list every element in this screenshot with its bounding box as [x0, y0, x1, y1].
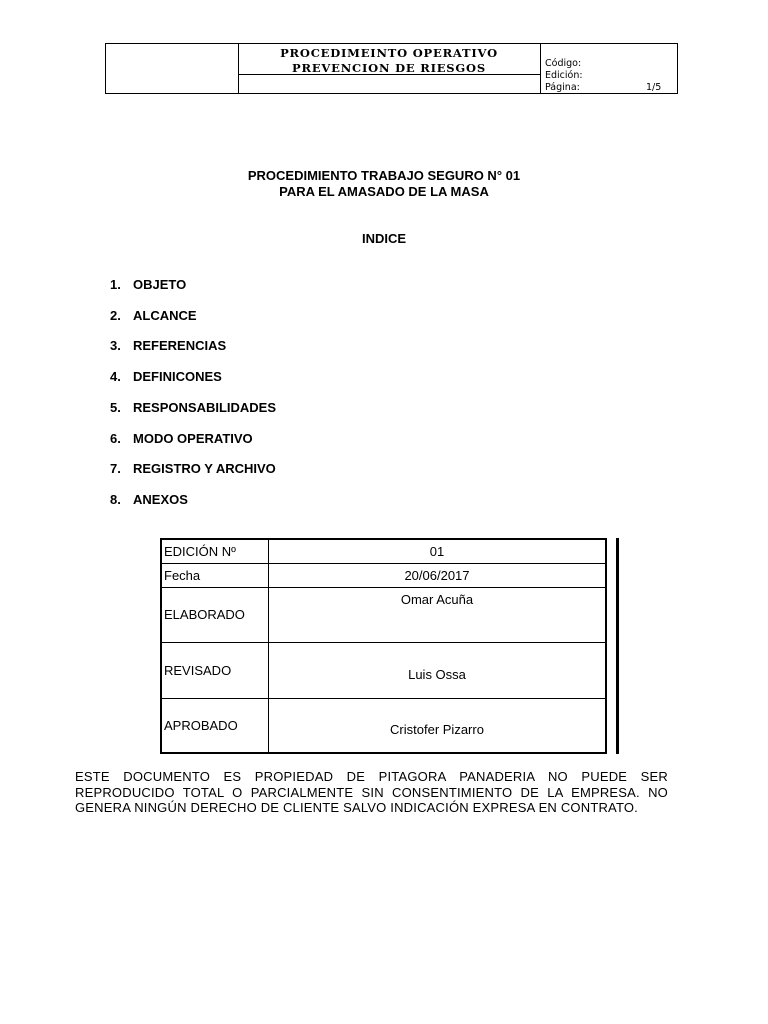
- index-item-label: ANEXOS: [133, 492, 188, 507]
- index-item-number: 4.: [110, 369, 121, 384]
- header-title-cell: [238, 44, 541, 75]
- row-label-fecha: Fecha: [164, 568, 201, 583]
- index-item-number: 1.: [110, 277, 121, 292]
- index-item-label: REGISTRO Y ARCHIVO: [133, 461, 276, 476]
- index-heading: INDICE: [361, 231, 407, 246]
- row-label-elaborado: ELABORADO: [164, 607, 245, 622]
- index-item-number: 3.: [110, 338, 121, 353]
- index-item-label: ALCANCE: [133, 308, 197, 323]
- index-item: [110, 277, 186, 292]
- index-item-label: MODO OPERATIVO: [133, 431, 253, 446]
- index-item: [110, 461, 276, 476]
- document-title-line1: PROCEDIMIENTO TRABAJO SEGURO N° 01: [247, 168, 521, 183]
- table-row-divider: [162, 563, 605, 564]
- codigo-label: Código:: [545, 58, 582, 69]
- row-label-revisado: REVISADO: [164, 663, 232, 678]
- edicion-label: Edición:: [545, 70, 583, 81]
- table-row-divider: [162, 587, 605, 588]
- index-item-number: 5.: [110, 400, 121, 415]
- pagina-label: Página:: [545, 82, 580, 93]
- row-label-edicion: EDICIÓN Nº: [164, 544, 236, 559]
- row-value-revisado: Luis Ossa: [408, 667, 466, 682]
- table-row-divider: [162, 642, 605, 643]
- index-item-number: 2.: [110, 308, 121, 323]
- index-item: [110, 431, 253, 446]
- document-header: [105, 43, 678, 94]
- index-item: [110, 369, 222, 384]
- header-title-line2: PREVENCION DE RIESGOS: [292, 61, 486, 75]
- index-item-number: 7.: [110, 461, 121, 476]
- row-value-aprobado: Cristofer Pizarro: [390, 722, 484, 737]
- table-row-divider: [162, 698, 605, 699]
- index-item-label: REFERENCIAS: [133, 338, 227, 353]
- row-value-edicion: 01: [429, 544, 445, 559]
- document-title-line2: PARA EL AMASADO DE LA MASA: [279, 184, 489, 199]
- header-title-line1: PROCEDIMEINTO OPERATIVO: [280, 46, 498, 60]
- index-item: [110, 400, 276, 415]
- logo-cell: [106, 44, 239, 93]
- index-item-number: 6.: [110, 431, 121, 446]
- ownership-note: ESTE DOCUMENTO ES PROPIEDAD DE PITAGORA PANADERIA NO PUEDE SER REPRODUCIDO TOTAL O PARCIALMENTE SIN CONSENTIMIENTO DE LA EMPRESA. NO GENERA NINGÚN DERECHO DE CLIENTE SALVO INDICACIÓN EXPRESA EN CONTRATO.: [75, 769, 668, 815]
- index-item: [110, 308, 197, 323]
- index-item: [110, 492, 188, 507]
- index-item-number: 8.: [110, 492, 121, 507]
- revision-table: [160, 538, 607, 754]
- row-label-aprobado: APROBADO: [164, 718, 238, 733]
- index-item-label: OBJETO: [133, 277, 187, 292]
- index-item: [110, 338, 226, 353]
- header-blank-cell: [238, 74, 541, 93]
- index-item-label: RESPONSABILIDADES: [133, 400, 277, 415]
- pagina-value: 1/5: [646, 82, 662, 93]
- table-side-rule: [616, 538, 619, 754]
- index-item-label: DEFINICONES: [133, 369, 222, 384]
- row-value-fecha: 20/06/2017: [404, 568, 470, 583]
- row-value-elaborado: Omar Acuña: [400, 592, 474, 607]
